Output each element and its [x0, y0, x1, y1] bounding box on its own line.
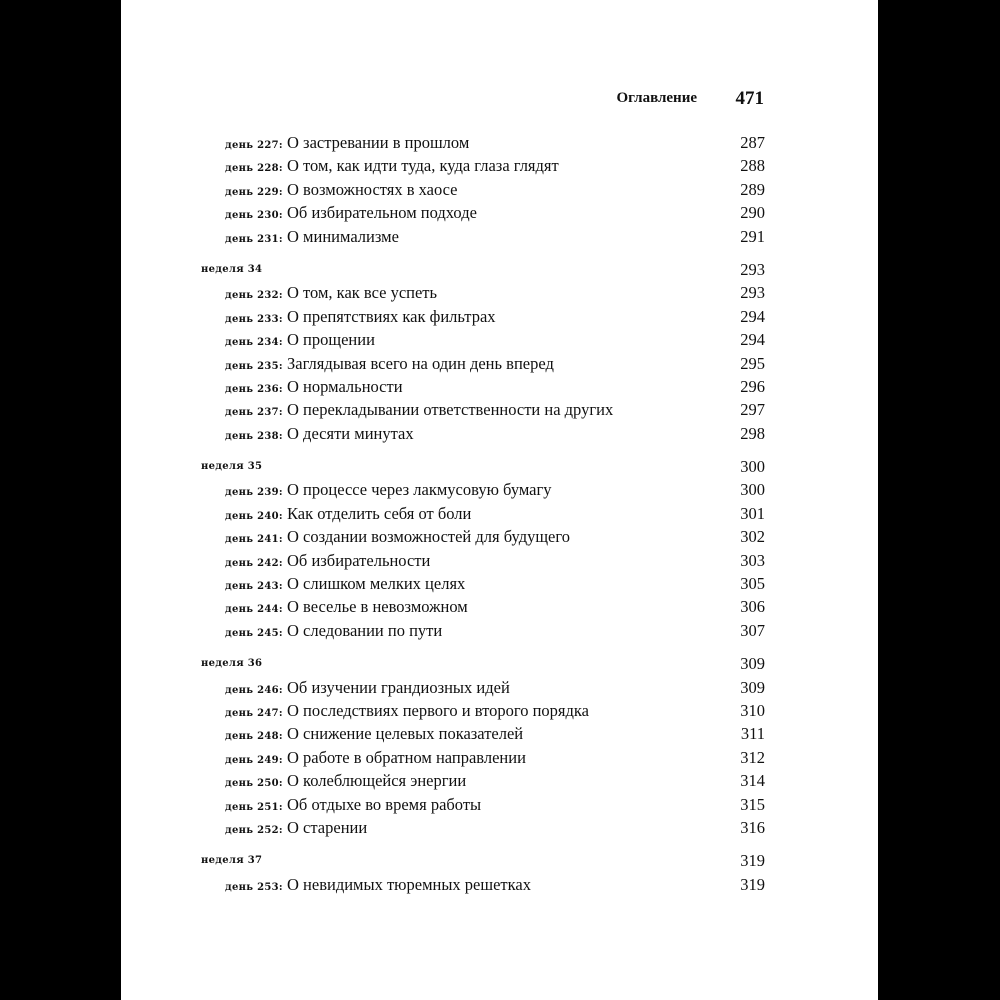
week-label: неделя 34 — [201, 263, 263, 275]
day-label: день 245: — [225, 627, 283, 639]
entry-text — [225, 225, 399, 251]
entry-page-number: 287 — [740, 133, 765, 152]
entry-text — [225, 422, 414, 448]
week-label: неделя 36 — [201, 658, 263, 670]
toc-entry — [121, 722, 878, 745]
entry-text — [225, 816, 367, 842]
day-label: день 227: — [225, 140, 283, 151]
entry-page-number: 296 — [740, 376, 765, 396]
week-page-number: 309 — [740, 654, 765, 674]
toc-entry — [121, 352, 878, 375]
toc-entry — [121, 699, 878, 722]
entry-title: О возможностях в хаосе — [287, 179, 458, 199]
book-page — [121, 0, 878, 1000]
week-page-number: 293 — [740, 259, 765, 279]
entry-page-number: 300 — [740, 480, 765, 500]
entry-title: О перекладывании ответственности на других — [287, 400, 614, 420]
toc-entry — [121, 131, 878, 154]
day-label: день 230: — [225, 210, 283, 222]
entry-page-number: 309 — [740, 677, 765, 697]
toc-entry — [121, 793, 878, 816]
toc-week-row — [121, 455, 878, 478]
toc-entry — [121, 478, 878, 501]
entry-page-number: 291 — [740, 226, 765, 246]
entry-title: О работе в обратном направлении — [287, 747, 526, 767]
toc-entry — [121, 769, 878, 792]
entry-page-number: 312 — [740, 747, 765, 767]
entry-title: О застревании в прошлом — [287, 133, 470, 152]
entry-page-number: 305 — [740, 574, 765, 594]
week-label: неделя 35 — [201, 461, 263, 473]
entry-page-number: 311 — [740, 724, 765, 744]
entry-page-number: 298 — [740, 423, 765, 443]
toc-entry — [121, 398, 878, 421]
entry-title: О создании возможностей для будущего — [287, 527, 570, 547]
day-label: день 249: — [225, 754, 283, 766]
entry-page-number: 297 — [740, 400, 765, 420]
toc-entry — [121, 816, 878, 839]
toc-entry — [121, 375, 878, 398]
entry-page-number: 290 — [740, 203, 765, 223]
day-label: день 250: — [225, 778, 283, 790]
entry-page-number: 294 — [740, 306, 765, 326]
running-header — [121, 88, 878, 112]
toc-entry — [121, 746, 878, 769]
toc-week-group — [121, 652, 878, 839]
entry-page-number: 310 — [740, 700, 765, 720]
entry-title: Об избирательном подходе — [287, 203, 477, 223]
header-title: Оглавление — [616, 90, 697, 106]
table-of-contents — [121, 131, 878, 906]
day-label: день 232: — [225, 290, 283, 302]
day-label: день 231: — [225, 233, 283, 245]
entry-title: О том, как идти туда, куда глаза глядят — [287, 156, 559, 176]
day-label: день 228: — [225, 163, 283, 175]
entry-page-number: 316 — [740, 817, 765, 837]
entry-page-number: 301 — [740, 503, 765, 523]
toc-entry — [121, 178, 878, 201]
toc-entry — [121, 422, 878, 445]
day-label: день 242: — [225, 557, 283, 569]
entry-page-number: 319 — [740, 874, 765, 894]
toc-week-group — [121, 258, 878, 445]
day-label: день 246: — [225, 684, 283, 696]
day-label: день 252: — [225, 824, 283, 836]
toc-entry — [121, 676, 878, 699]
toc-entry — [121, 154, 878, 177]
toc-entry — [121, 225, 878, 248]
entry-title: О слишком мелких целях — [287, 574, 466, 594]
day-label: день 244: — [225, 604, 283, 616]
entry-page-number: 294 — [740, 330, 765, 350]
entry-title: О десяти минутах — [287, 423, 414, 443]
entry-title: Заглядывая всего на один день вперед — [287, 353, 554, 373]
entry-title: О прощении — [287, 330, 375, 350]
day-label: день 229: — [225, 186, 283, 198]
entry-title: О невидимых тюремных решетках — [287, 874, 531, 894]
entry-title: Об отдыхе во время работы — [287, 794, 482, 814]
entry-title: О процессе через лакмусовую бумагу — [287, 480, 552, 500]
day-label: день 253: — [225, 881, 283, 893]
toc-entry — [121, 328, 878, 351]
day-label: день 247: — [225, 707, 283, 719]
entry-text — [225, 873, 531, 899]
toc-week-group — [121, 455, 878, 642]
toc-entry — [121, 873, 878, 896]
toc-entry — [121, 281, 878, 304]
day-label: день 234: — [225, 337, 283, 349]
toc-entry — [121, 525, 878, 548]
entry-title: О колеблющейся энергии — [287, 771, 467, 791]
week-label: неделя 37 — [201, 855, 263, 867]
entry-title: Об избирательности — [287, 550, 431, 570]
day-label: день 251: — [225, 801, 283, 813]
entry-page-number: 315 — [740, 794, 765, 814]
entry-title: О старении — [287, 817, 368, 837]
week-page-number: 319 — [740, 851, 765, 871]
day-label: день 233: — [225, 313, 283, 325]
toc-week-row — [121, 849, 878, 872]
entry-page-number: 293 — [740, 283, 765, 303]
entry-page-number: 295 — [740, 353, 765, 373]
toc-week-row — [121, 652, 878, 675]
day-label: день 235: — [225, 360, 283, 372]
toc-week-group — [121, 131, 878, 248]
entry-title: Как отделить себя от боли — [287, 503, 472, 523]
day-label: день 237: — [225, 407, 283, 419]
entry-title: О последствиях первого и второго порядка — [287, 700, 590, 720]
day-label: день 239: — [225, 487, 283, 499]
entry-title: О минимализме — [287, 226, 399, 246]
day-label: день 236: — [225, 383, 283, 395]
toc-entry — [121, 572, 878, 595]
toc-week-row — [121, 258, 878, 281]
day-label: день 240: — [225, 510, 283, 522]
toc-week-group — [121, 849, 878, 896]
day-label: день 248: — [225, 731, 283, 743]
header-page-number: 471 — [735, 88, 764, 109]
toc-entry — [121, 502, 878, 525]
toc-entry — [121, 549, 878, 572]
toc-entry — [121, 619, 878, 642]
entry-title: О нормальности — [287, 376, 403, 396]
toc-entry — [121, 305, 878, 328]
entry-title: О следовании по пути — [287, 620, 443, 640]
entry-text — [225, 619, 442, 645]
toc-entry — [121, 595, 878, 618]
entry-title: О препятствиях как фильтрах — [287, 306, 496, 326]
week-page-number: 300 — [740, 457, 765, 477]
day-label: день 241: — [225, 534, 283, 546]
entry-title: О том, как все успеть — [287, 283, 438, 303]
entry-page-number: 303 — [740, 550, 765, 570]
entry-page-number: 307 — [740, 620, 765, 640]
entry-title: Об изучении грандиозных идей — [287, 677, 510, 697]
entry-page-number: 306 — [740, 597, 765, 617]
entry-title: О снижение целевых показателей — [287, 724, 524, 744]
day-label: день 238: — [225, 430, 283, 442]
entry-page-number: 289 — [740, 179, 765, 199]
day-label: день 243: — [225, 581, 283, 593]
entry-page-number: 302 — [740, 527, 765, 547]
entry-title: О веселье в невозможном — [287, 597, 468, 617]
toc-entry — [121, 201, 878, 224]
entry-page-number: 288 — [740, 156, 765, 176]
entry-page-number: 314 — [740, 771, 765, 791]
